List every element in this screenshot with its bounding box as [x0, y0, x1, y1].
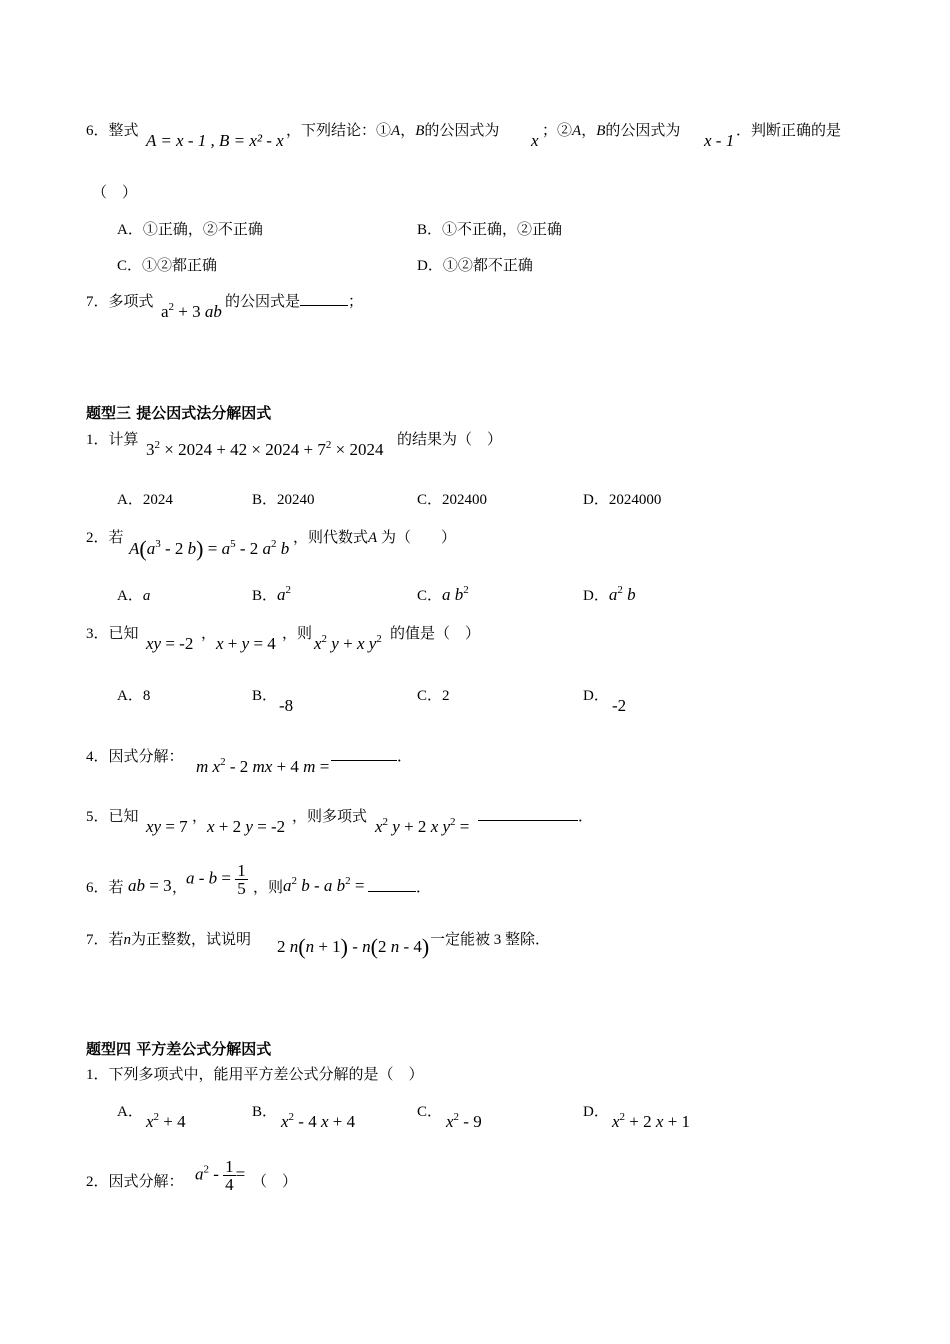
- option-b-value: -8: [279, 696, 294, 715]
- question-text: 整式: [108, 123, 139, 139]
- s2-q7-tail: 的公因式是 ；: [225, 290, 363, 311]
- answer-bracket: （ ）: [252, 1174, 298, 1190]
- option-d[interactable]: D．: [583, 1104, 609, 1120]
- math-expression: x - 1: [704, 131, 735, 150]
- option-b[interactable]: B．: [252, 1104, 278, 1120]
- text: ，则: [282, 626, 313, 642]
- option-d[interactable]: D．①②都不正确: [417, 258, 533, 274]
- option-b[interactable]: B．$a^2$: [252, 584, 292, 604]
- option-b[interactable]: B．20240: [252, 492, 315, 508]
- s3-q5: 5．已知: [86, 809, 139, 825]
- math-expression: 2 n(n + 1) - n(2 n - 4): [277, 934, 430, 959]
- option-a[interactable]: A．: [117, 1104, 143, 1120]
- text: 的值是（ ）: [390, 626, 481, 642]
- option-c-math: $x^2 - 9$: [446, 1111, 482, 1131]
- fraction: $\frac{1}{4}$: [225, 1157, 234, 1194]
- section-title: 题型四 平方差公式分解因式: [86, 1040, 272, 1058]
- math-expression: x + 2 y = -2: [207, 817, 286, 836]
- math-expression: xy = -2: [146, 634, 194, 653]
- option-c[interactable]: C．2: [417, 688, 450, 704]
- option-b[interactable]: B．①不正确，②正确: [417, 222, 563, 238]
- question-number: 6．: [86, 123, 109, 139]
- answer-blank[interactable]: [331, 746, 397, 761]
- s3-q2: 2．若: [86, 530, 124, 546]
- option-c[interactable]: C．: [417, 1104, 443, 1120]
- answer-blank[interactable]: [300, 291, 348, 306]
- option-a[interactable]: A．8: [117, 688, 151, 704]
- answer-bracket: （ ）: [92, 185, 138, 201]
- option-d[interactable]: D．$a^2$ b: [583, 584, 636, 604]
- math-expression: $a^2 + 3$ ab: [161, 301, 222, 321]
- s3-q1: 1．计算: [86, 432, 139, 448]
- math-expression: $x^2$ y + 2 x $y^2$ =: [375, 816, 470, 836]
- option-a[interactable]: A．a: [117, 588, 151, 604]
- math-expression: a - b = $\frac{1}{5}$: [186, 861, 246, 898]
- option-d-math: $x^2 + 2$ x + 1: [612, 1111, 691, 1131]
- option-d-value: -2: [612, 696, 627, 715]
- separator: ，: [192, 809, 208, 825]
- option-c[interactable]: C．202400: [417, 492, 488, 508]
- s3-q2-tail: ，则代数式A 为（ ）: [293, 530, 456, 546]
- text: ，则多项式: [292, 809, 368, 825]
- separator: ，: [201, 626, 217, 642]
- math-expression: m $x^2 - 2$ mx + 4 m =: [196, 756, 330, 776]
- separator: ，: [172, 880, 188, 896]
- answer-blank[interactable]: [478, 806, 578, 821]
- option-c[interactable]: C．a $b^2$: [417, 584, 469, 604]
- s3-q7: 7．若n为正整数，试说明: [86, 932, 252, 948]
- s3-q5-tail: ．: [478, 805, 593, 826]
- s2-q7: 7．多项式: [86, 294, 154, 310]
- math-expression: $a^2$ b - a $b^2$ =: [283, 875, 365, 895]
- math-expression: $A(a^3 - 2$ $b) = a^5 - 2$ $a^2$ b: [129, 536, 290, 561]
- s4-q1: 1．下列多项式中，能用平方差公式分解的是（ ）: [86, 1067, 424, 1083]
- s2-q6-line1: [86, 119, 139, 140]
- s4-q2: 2．因式分解：: [86, 1174, 184, 1190]
- text: 一定能被 3 整除．: [430, 932, 551, 948]
- option-a-math: $x^2 + 4$: [146, 1111, 186, 1131]
- s2-q6-text-f: ．判断正确的是: [736, 123, 842, 139]
- option-d[interactable]: D．: [583, 688, 609, 704]
- option-a[interactable]: A．2024: [117, 492, 173, 508]
- text: ，则: [253, 880, 284, 896]
- option-b[interactable]: B．: [252, 688, 278, 704]
- option-a[interactable]: A．①正确，②不正确: [117, 222, 263, 238]
- section-title: 题型三 提公因式法分解因式: [86, 404, 272, 422]
- math-expression: ab = 3: [128, 876, 172, 895]
- answer-blank[interactable]: [368, 877, 416, 892]
- math-expression: xy = 7: [146, 817, 188, 836]
- option-c[interactable]: C．①②都正确: [117, 258, 218, 274]
- fraction: $\frac{1}{5}$: [237, 861, 246, 898]
- math-expression: x: [531, 131, 539, 150]
- s3-q4: 4．因式分解：: [86, 749, 184, 765]
- s3-q6-tail: ．: [368, 876, 431, 897]
- s3-q4-tail: ．: [331, 745, 412, 766]
- math-expression: $x^2$ y + x $y^2$: [314, 633, 382, 653]
- math-expression: $a^2$ - $\frac{1}{4}$ =: [195, 1157, 246, 1194]
- s2-q6-math1: A = x - 1 , B = x² - x: [146, 131, 284, 150]
- math-expression: [146, 131, 284, 151]
- s3-q3: 3．已知: [86, 626, 139, 642]
- s3-q1-tail: 的结果为（ ）: [397, 432, 503, 448]
- option-d[interactable]: D．2024000: [583, 492, 662, 508]
- math-expression: $3^2 \times 2024 + 42 \times 2024 + 7^2 \times 2024$: [146, 439, 384, 459]
- s2-q6-text-b: ，下列结论：①A，B的公因式为: [286, 123, 500, 139]
- math-expression: x + y = 4: [216, 634, 276, 653]
- option-b-math: $x^2 - 4$ x + 4: [281, 1111, 356, 1131]
- s2-q6-text-d: ；②A，B的公因式为: [542, 123, 681, 139]
- question-number: 7．: [86, 294, 109, 310]
- s3-q6: 6．若: [86, 880, 124, 896]
